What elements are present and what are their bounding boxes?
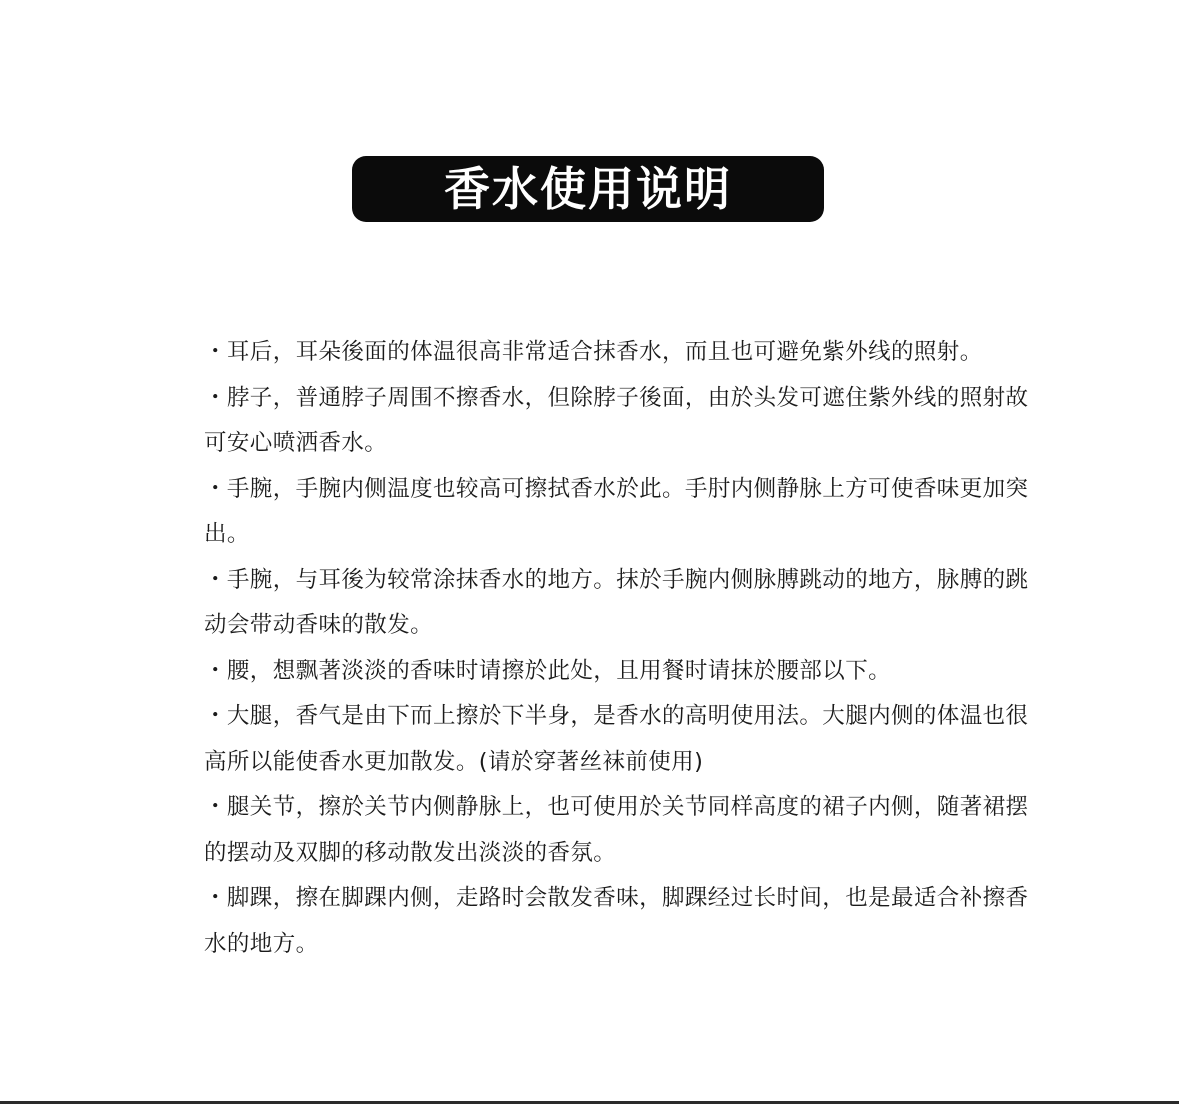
instruction-item-wrist-inner: ・手腕，手腕内侧温度也较高可擦拭香水於此。手肘内侧静脉上方可使香味更加突出。 — [204, 475, 1029, 547]
instruction-item-wrist-pulse: ・手腕，与耳後为较常涂抹香水的地方。抹於手腕内侧脉膊跳动的地方，脉膊的跳动会带动香味的散发。 — [204, 566, 1029, 638]
instruction-item-waist: ・腰，想飘著淡淡的香味时请擦於此处，且用餐时请抹於腰部以下。 — [204, 657, 892, 684]
instructions-list — [204, 330, 1034, 967]
instruction-item-ankle: ・脚踝，擦在脚踝内侧，走路时会散发香味，脚踝经过长时间，也是最适合补擦香水的地方。 — [204, 885, 1029, 957]
instruction-item-ear: ・耳后，耳朵後面的体温很高非常适合抹香水，而且也可避免紫外线的照射。 — [204, 339, 983, 365]
page-title: 香水使用说明 — [444, 162, 732, 216]
title-banner — [352, 156, 824, 222]
instruction-item-neck: ・脖子，普通脖子周围不擦香水，但除脖子後面，由於头发可遮住紫外线的照射故可安心喷洒香水。 — [204, 384, 1029, 456]
instruction-item-knee-joint: ・腿关节，擦於关节内侧静脉上，也可使用於关节同样高度的裙子内侧，随著裙摆的摆动及双脚的移动散发出淡淡的香氛。 — [204, 794, 1029, 866]
instruction-item-thigh: ・大腿，香气是由下而上擦於下半身，是香水的高明使用法。大腿内侧的体温也很高所以能使香水更加散发。(请於穿著丝袜前使用) — [204, 703, 1029, 775]
